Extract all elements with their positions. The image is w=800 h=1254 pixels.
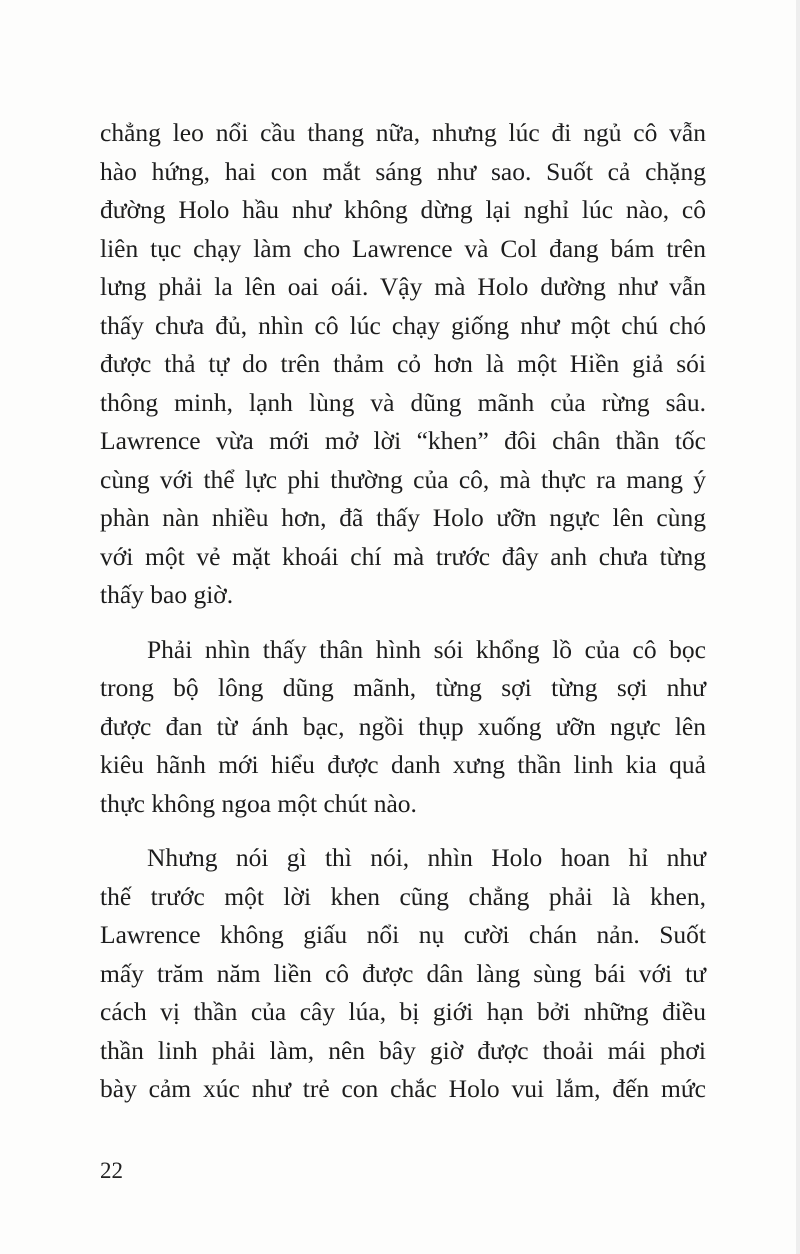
text-line: Phải nhìn thấy thân hình sói khổng lồ của cô bọc xyxy=(147,634,706,664)
text-line: Nhưng nói gì thì nói, nhìn Holo hoan hỉ như xyxy=(147,843,706,872)
text-line: thấy bao giờ. xyxy=(100,580,234,609)
text-line: chẳng leo nổi cầu thang nữa, nhưng lúc đi ngủ cô vẫn xyxy=(100,118,706,147)
text-line: kiêu hãnh mới hiểu được danh xưng thần linh kia quả xyxy=(100,750,706,779)
body-text xyxy=(100,114,706,1109)
text-line: lưng phải la lên oai oái. Vậy mà Holo dường như vẫn xyxy=(100,272,706,301)
text-line: mấy trăm năm liền cô được dân làng sùng bái với tư xyxy=(100,958,706,988)
text-line: cách vị thần của cây lúa, bị giới hạn bởi những điều xyxy=(100,997,706,1026)
text-line: được đan từ ánh bạc, ngồi thụp xuống ưỡn ngực lên xyxy=(100,711,706,741)
text-line: liên tục chạy làm cho Lawrence và Col đang bám trên xyxy=(100,233,706,263)
paragraph xyxy=(100,114,706,615)
page-edge xyxy=(796,0,800,1254)
text-line: thực không ngoa một chút nào. xyxy=(100,788,417,818)
text-line: Lawrence không giấu nổi nụ cười chán nản. Suốt xyxy=(100,920,706,949)
text-line: thần linh phải làm, nên bây giờ được thoải mái phơi xyxy=(100,1035,706,1065)
text-line: trong bộ lông dũng mãnh, từng sợi từng sợi như xyxy=(100,673,706,702)
text-line: với một vẻ mặt khoái chí mà trước đây anh chưa từng xyxy=(100,541,706,571)
text-line: bày cảm xúc như trẻ con chắc Holo vui lắm, đến mức xyxy=(100,1074,706,1103)
text-line: phàn nàn nhiều hơn, đã thấy Holo ưỡn ngực lên cùng xyxy=(100,503,706,532)
text-line: đường Holo hầu như không dừng lại nghỉ lúc nào, cô xyxy=(100,195,706,224)
paragraph-gap xyxy=(100,823,706,839)
text-line: thế trước một lời khen cũng chẳng phải là khen, xyxy=(100,881,706,911)
text-line: thấy chưa đủ, nhìn cô lúc chạy giống như một chú chó xyxy=(100,310,706,340)
page-number: 22 xyxy=(100,1158,123,1183)
text-line: Lawrence vừa mới mở lời “khen” đôi chân thần tốc xyxy=(100,426,706,455)
text-line: được thả tự do trên thảm cỏ hơn là một Hiền giả sói xyxy=(100,349,706,378)
paragraph xyxy=(100,839,706,1109)
text-line: thông minh, lạnh lùng và dũng mãnh của rừng sâu. xyxy=(100,387,706,417)
paragraph-gap xyxy=(100,615,706,631)
text-line: hào hứng, hai con mắt sáng như sao. Suốt cả chặng xyxy=(100,156,706,186)
text-line: cùng với thể lực phi thường của cô, mà thực ra mang ý xyxy=(100,464,706,494)
paragraph xyxy=(100,631,706,824)
